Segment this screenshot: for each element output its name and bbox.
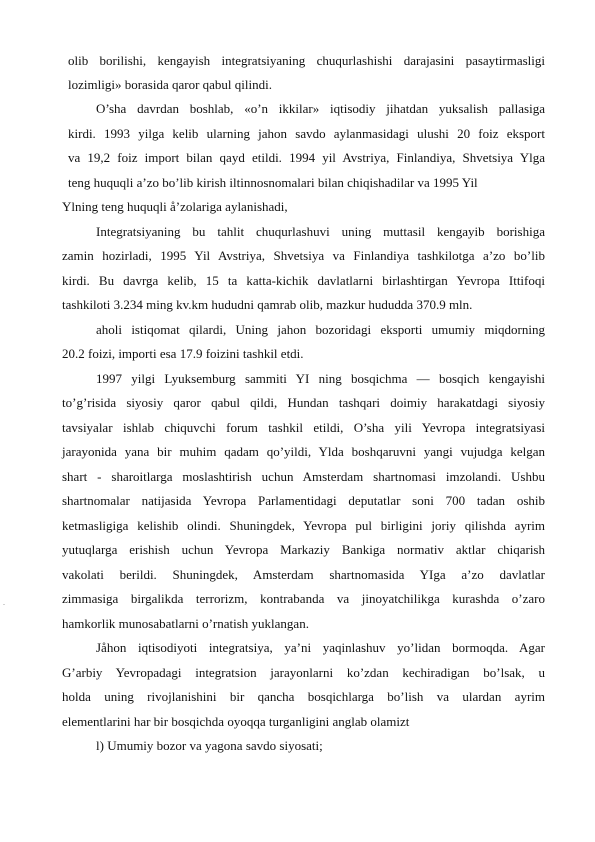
text-line: 20.2 foizi, importi esa 17.9 foizini tashkil etdi. — [62, 346, 304, 361]
text-line: kirdi. Bu davrga kelib, 15 ta katta-kichik davlatlarni birlashtirgan Yevropa Ittifoqi — [62, 273, 545, 288]
text-line: hamkorlik munosabatlarni o’rnatish yuklangan. — [62, 616, 309, 631]
text-line: va 19,2 foiz import bilan qayd etildi. 1994 yil Avstriya, Finlandiya, Shvetsiya Ylga — [68, 150, 545, 165]
text-line: 1997 yilgi Lyuksemburg sammiti YI ning bosqichma — bosqich kengayishi — [96, 371, 545, 386]
text-line: Integratsiyaning bu tahlit chuqurlashuvi uning muttasil kengayib borishiga — [96, 224, 545, 239]
text-line: kirdi. 1993 yilga kelib ularning jahon savdo aylanmasidagi ulushi 20 foiz eksport — [68, 126, 545, 141]
text-line: l) Umumiy bozor va yagona savdo siyosati; — [96, 738, 323, 753]
text-line: Ylning teng huquqli å’zolariga aylanishadi, — [62, 199, 288, 214]
text-line: Jåhon iqtisodiyoti integratsiya, ya’ni yaqinlashuv yo’lidan bormoqda. Agar — [96, 640, 545, 655]
text-line: shart - sharoitlarga moslashtirish uchun Amsterdam shartnomasi imzolandi. Ushbu — [62, 469, 545, 484]
text-line: holda uning rivojlanishini bir qancha bosqichlarga bo’lish va ulardan ayrim — [62, 689, 545, 704]
margin-mark: . — [3, 598, 5, 607]
text-line: lozimligi» borasida qaror qabul qilindi. — [68, 77, 272, 92]
text-line: elementlarini har bir bosqichda oyoqqa turganligini anglab olamizt — [62, 714, 410, 729]
text-line: vakolati berildi. Shuningdek, Amsterdam shartnomasida YIga a’zo davlatlar — [62, 567, 545, 582]
text-line: zimmasiga birgalikda terrorizm, kontrabanda va jinoyatchilikga kurashda o’zaro — [62, 591, 545, 606]
text-line: olib borilishi, kengayish integratsiyaning chuqurlashishi darajasini pasaytirmasligi — [68, 53, 545, 68]
text-line: teng huquqli a’zo bo’lib kirish iltinnosnomalari bilan chiqishadilar va 1995 Yil — [68, 175, 478, 190]
text-line: to’g’risida siyosiy qaror qabul qildi, Hundan tashqari doimiy harakatdagi siyosiy — [62, 395, 545, 410]
text-line: tavsiyalar ishlab chiquvchi forum tashkil etildi, O’sha yili Yevropa integratsiyasi — [62, 420, 545, 435]
text-line: O’sha davrdan boshlab, «o’n ikkilar» iqtisodiy jihatdan yuksalish pallasiga — [96, 101, 545, 116]
text-line: shartnomalar natijasida Yevropa Parlamentidagi deputatlar soni 700 tadan oshib — [62, 493, 545, 508]
text-line: ketmasligiga kelishib olindi. Shuningdek, Yevropa pul birligini joriy qilishda ayrim — [62, 518, 545, 533]
text-line: aholi istiqomat qilardi, Uning jahon bozoridagi eksporti umumiy miqdorning — [96, 322, 545, 337]
text-line: yutuqlarga erishish uchun Yevropa Markaziy Bankiga normativ aktlar chiqarish — [62, 542, 545, 557]
text-line: G’arbiy Yevropadagi integratsion jarayonlarni ko’zdan kechiradigan bo’lsak, u — [62, 665, 545, 680]
text-line: jarayonida yana bir muhim qadam qo’yildi, Ylda boshqaruvni yangi vujudga kelgan — [62, 444, 545, 459]
text-line: zamin hozirladi, 1995 Yil Avstriya, Shvetsiya va Finlandiya tashkilotga a’zo bo’lib — [62, 248, 545, 263]
text-line: tashkiloti 3.234 ming kv.km hududni qamrab olib, mazkur hududda 370.9 mln. — [62, 297, 473, 312]
